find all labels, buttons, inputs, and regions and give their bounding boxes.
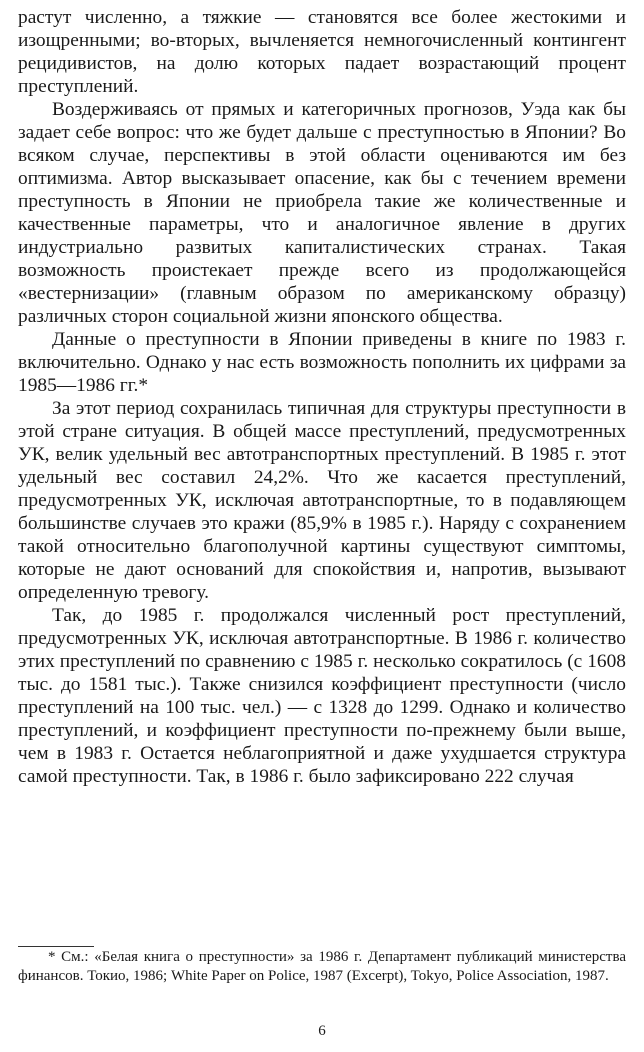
page-body: [18, 6, 626, 788]
paragraph-4: За этот период сохранилась типичная для структуры преступности в этой стране ситуация. В общей массе преступлений, предусмотренных УК, велик удельный вес автотранспортных преступлений. В 1985 г. этот удельный вес составил 24,2%. Что же касается преступлений, предусмотренных УК, исключая автотранспортные, то в подавляющем большинстве случаев это кражи (85,9% в 1985 г.). Наряду с сохранением такой относительно благополучной картины существуют симптомы, которые не дают оснований для спокойствия и, напротив, вызывают определенную тревогу.: [18, 398, 626, 603]
page-number: 6: [318, 1023, 326, 1039]
paragraph-2: Воздерживаясь от прямых и категоричных прогнозов, Уэда как бы задает себе вопрос: что же будет дальше с преступностью в Японии? Во всяком случае, перспективы в этой области оцениваются им без оптимизма. Автор высказывает опасение, как бы с течением времени преступность в Японии не приобрела такие же количественные и качественные параметры, что и аналогичное явление в других индустриально развитых капиталистических странах. Такая возможность проистекает прежде всего из продолжающейся «вестернизации» (главным образом по американскому образцу) различных сторон социальной жизни японского общества.: [18, 99, 626, 327]
footnote-divider: [18, 946, 94, 947]
footnote: * См.: «Белая книга о преступности» за 1986 г. Департамент публикаций министерства финансов. Токио, 1986; White Paper on Police, 1987 (Excerpt), Tokyo, Police Association, 1987.: [18, 949, 626, 984]
paragraph-1: растут численно, а тяжкие — становятся все более жестокими и изощренными; во-вторых, вычленяется немногочисленный контингент рецидивистов, на долю которых падает возрастающий процент преступлений.: [18, 7, 626, 97]
paragraph-5: Так, до 1985 г. продолжался численный рост преступлений, предусмотренных УК, исключая автотранспортные. В 1986 г. количество этих преступлений по сравнению с 1985 г. несколько сократилось (с 1608 тыс. до 1581 тыс.). Также снизился коэффициент преступности (число преступлений на 100 тыс. чел.) — с 1328 до 1299. Однако и количество преступлений, и коэффициент преступности по-прежнему были выше, чем в 1983 г. Остается неблагоприятной и даже ухудшается структура самой преступности. Так, в 1986 г. было зафиксировано 222 случая: [18, 605, 626, 787]
paragraph-3: Данные о преступности в Японии приведены в книге по 1983 г. включительно. Однако у нас есть возможность пополнить их цифрами за 1985—1986 гг.*: [18, 329, 626, 396]
